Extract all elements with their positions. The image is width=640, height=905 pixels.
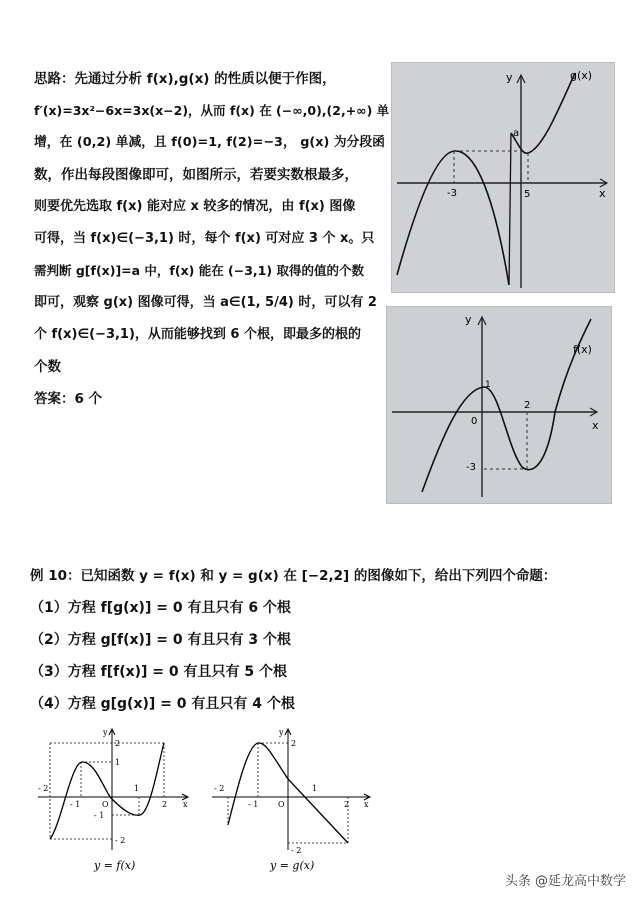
gg-vm2: - 2	[291, 846, 302, 855]
fx-tick-neg: -3	[466, 462, 476, 473]
gg-tm1: - 1	[248, 800, 259, 809]
gf-caption: y = f(x)	[94, 859, 136, 872]
fx-sketch-svg	[387, 307, 611, 503]
graph-fx-svg	[36, 725, 206, 875]
proposition-3: （3）方程 f[f(x)] = 0 有且只有 5 个根	[30, 664, 288, 680]
analysis-line: 即可，观察 g(x) 图像可得，当 a∈(1, 5/4) 时，可以有 2	[34, 295, 377, 310]
fx-tick-origin: 0	[471, 416, 478, 427]
gf-v1: 1	[115, 758, 121, 767]
gg-x: x	[364, 800, 369, 809]
gf-tm1: - 1	[70, 800, 81, 809]
proposition-2: （2）方程 g[f(x)] = 0 有且只有 3 个根	[30, 632, 291, 648]
fx-tick-one: 1	[485, 380, 491, 390]
fx-tick-pos: 2	[524, 400, 531, 411]
analysis-line: 可得，当 f(x)∈(−3,1) 时，每个 f(x) 可对应 3 个 x。只	[34, 231, 375, 246]
analysis-line: 则要优先选取 f(x) 能对应 x 较多的情况，由 f(x) 图像	[34, 199, 356, 214]
analysis-paragraph	[34, 63, 390, 415]
gx-func-label: g(x)	[570, 69, 593, 82]
gg-o: O	[278, 800, 285, 809]
gf-tm2: - 2	[38, 784, 49, 793]
answer-line: 答案：6 个	[34, 391, 103, 407]
gf-v2: 2	[115, 739, 121, 748]
fx-func-label: f(x)	[573, 343, 592, 356]
fx-y-label: y	[465, 313, 472, 326]
gx-sketch-svg	[392, 63, 614, 292]
gf-vm1: - 1	[94, 811, 105, 820]
gx-tick-pos: 5	[524, 189, 531, 200]
gf-t2: 2	[162, 800, 168, 809]
photo-gx-sketch	[391, 62, 615, 293]
gf-x: x	[183, 800, 188, 809]
proposition-4: （4）方程 g[g(x)] = 0 有且只有 4 个根	[30, 696, 295, 712]
gf-t1: 1	[134, 784, 140, 793]
analysis-line: 数，作出每段图像即可，如图所示，若要实数根最多，	[34, 167, 358, 183]
gf-vm2: - 2	[115, 836, 126, 845]
gx-tick-neg: -3	[447, 188, 457, 199]
analysis-line: 需判断 g[f(x)]=a 中，f(x) 能在 (−3,1) 取得的值的个数	[34, 263, 364, 278]
example-title: 例 10：已知函数 y = f(x) 和 y = g(x) 在 [−2,2] 的图像如下，给出下列四个命题：	[30, 568, 557, 584]
gx-y-label: y	[506, 71, 513, 84]
gf-y: y	[103, 728, 108, 737]
analysis-line: f′(x)=3x²−6x=3x(x−2)，从而 f(x) 在 (−∞,0),(2,+∞) 单	[34, 103, 390, 118]
gg-y: y	[279, 728, 284, 737]
gx-x-label: x	[599, 187, 606, 200]
fx-x-label: x	[592, 419, 599, 432]
graph-fx	[36, 725, 206, 879]
example-10	[30, 560, 620, 720]
graph-gx-svg	[210, 725, 380, 875]
photo-fx-sketch	[386, 306, 612, 504]
gg-v2: 2	[291, 739, 297, 748]
analysis-line: 个 f(x)∈(−3,1)，从而能够找到 6 个根，即最多的根的	[34, 327, 362, 342]
analysis-line: 个数	[34, 359, 61, 375]
analysis-line: 思路：先通过分析 f(x),g(x) 的性质以便于作图，	[34, 71, 336, 87]
proposition-1: （1）方程 f[g(x)] = 0 有且只有 6 个根	[30, 600, 291, 616]
watermark: 头条 @延龙高中数学	[504, 874, 626, 889]
graph-gx	[210, 725, 380, 879]
gg-tm2: - 2	[214, 784, 225, 793]
gg-t2: 2	[344, 800, 350, 809]
gg-caption: y = g(x)	[270, 859, 315, 872]
gg-t1: 1	[312, 784, 318, 793]
analysis-line: 增，在 (0,2) 单减，且 f(0)=1, f(2)=−3， g(x) 为分段函	[34, 135, 385, 150]
gx-point-label: a	[513, 128, 520, 139]
gf-o: O	[102, 800, 109, 809]
